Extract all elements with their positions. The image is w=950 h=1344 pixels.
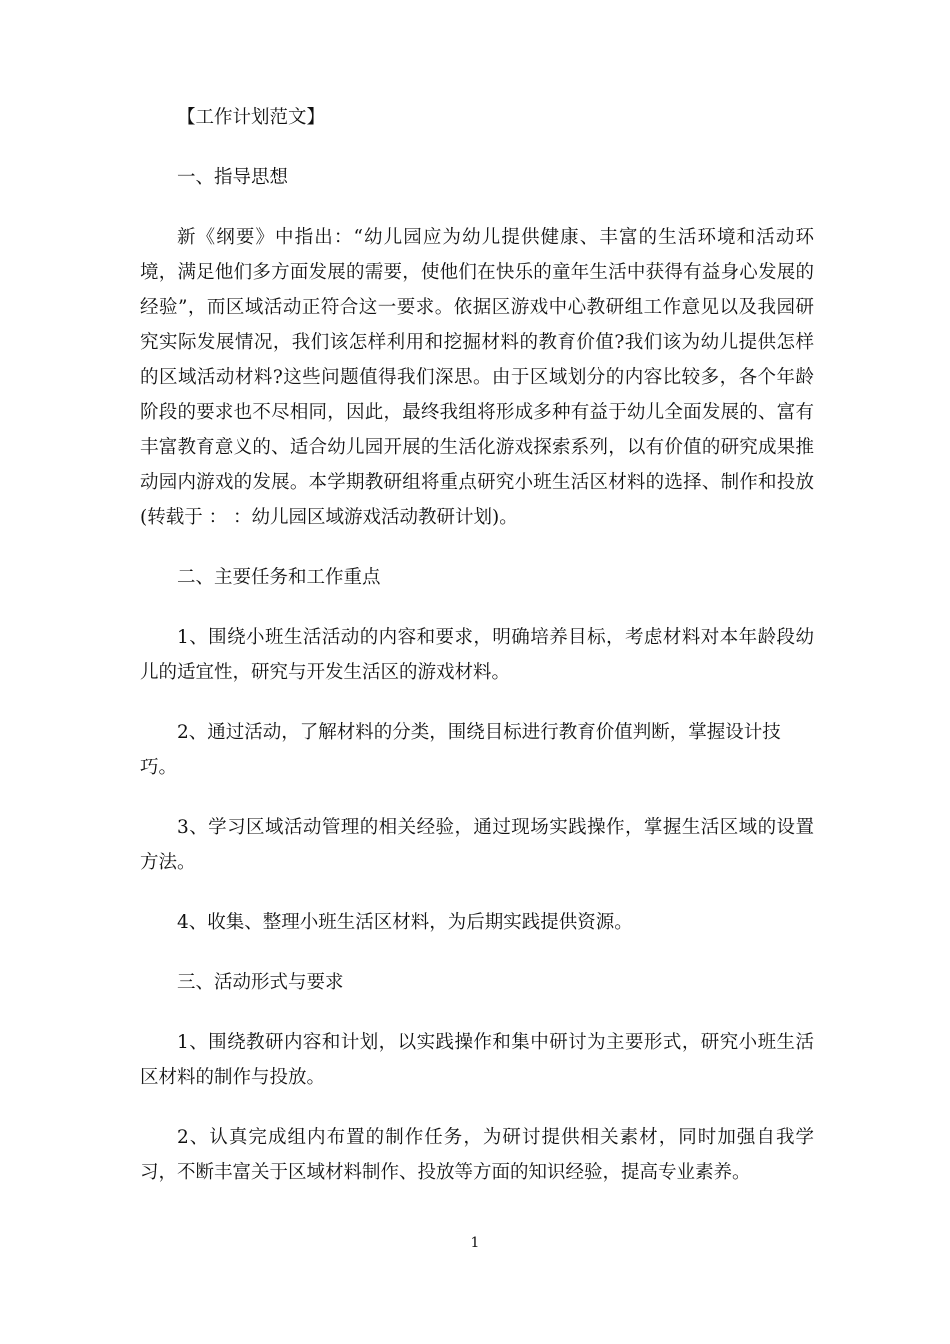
section-heading-main-tasks: 二、主要任务和工作重点 <box>177 567 381 588</box>
document-title: 【工作计划范文】 <box>177 107 326 128</box>
task-item-3: 3、学习区域活动管理的相关经验，通过现场实践操作，掌握生活区域的设置方法。 <box>140 817 814 873</box>
activity-item-2: 2、认真完成组内布置的制作任务，为研讨提供相关素材，同时加强自我学习，不断丰富关于区域材料制作、投放等方面的知识经验，提高专业素养。 <box>140 1127 814 1183</box>
task-item-4: 4、收集、整理小班生活区材料，为后期实践提供资源。 <box>177 912 633 933</box>
section-heading-guiding-thought: 一、指导思想 <box>177 167 289 188</box>
task-item-1: 1、围绕小班生活活动的内容和要求，明确培养目标，考虑材料对本年龄段幼儿的适宜性，研究与开发生活区的游戏材料。 <box>140 627 814 683</box>
document-body <box>140 100 814 1215</box>
activity-item-1: 1、围绕教研内容和计划，以实践操作和集中研讨为主要形式，研究小班生活区材料的制作与投放。 <box>140 1032 814 1088</box>
paragraph-guiding-thought: 新《纲要》中指出：“幼儿园应为幼儿提供健康、丰富的生活环境和活动环境，满足他们多方面发展的需要，使他们在快乐的童年生活中获得有益身心发展的经验”，而区域活动正符合这一要求。依据区游戏中心教研组工作意见以及我园研究实际发展情况，我们该怎样利用和挖掘材料的教育价值?我们该为幼儿提供怎样的区域活动材料?这些问题值得我们深思。由于区域划分的内容比较多，各个年龄阶段的要求也不尽相同，因此，最终我组将形成多种有益于幼儿全面发展的、富有丰富教育意义的、适合幼儿园开展的生活化游戏探索系列，以有价值的研究成果推动园内游戏的发展。本学期教研组将重点研究小班生活区材料的选择、制作和投放(转载于 ： ：幼儿园区域游戏活动教研计划)。 <box>140 227 814 528</box>
task-item-2: 2、通过活动，了解材料的分类，围绕目标进行教育价值判断，掌握设计技巧。 <box>140 722 781 778</box>
section-heading-activity-forms: 三、活动形式与要求 <box>177 972 344 993</box>
page-number: 1 <box>470 1235 480 1251</box>
